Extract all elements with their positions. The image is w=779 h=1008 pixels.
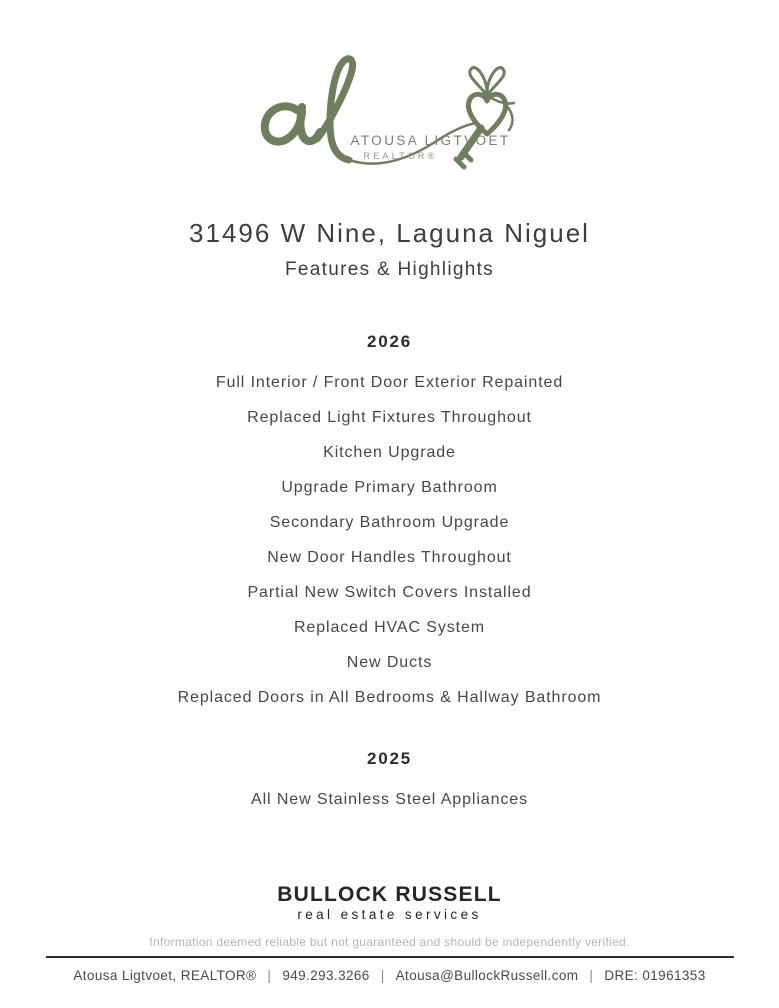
footer-contact	[0, 967, 779, 985]
brand-title: REALTOR®	[363, 151, 438, 161]
feature-item: Replaced Doors in All Bedrooms & Hallway Bathroom	[177, 689, 602, 706]
feature-item: Upgrade Primary Bathroom	[281, 479, 498, 496]
feature-item: Partial New Switch Covers Installed	[247, 584, 532, 601]
footer-contact-item: 949.293.3266	[282, 968, 370, 983]
footer-divider	[46, 956, 734, 958]
year-heading: 2025	[366, 749, 413, 768]
monogram-key-icon	[225, 42, 555, 182]
brokerage-name: BULLOCK RUSSELL	[277, 883, 502, 906]
year-heading: 2026	[366, 332, 413, 351]
feature-section-2026	[0, 332, 779, 715]
page-subtitle: Features & Highlights	[285, 259, 494, 280]
footer-contact-item: DRE: 01961353	[604, 968, 706, 983]
feature-section-2025	[0, 749, 779, 817]
feature-item: New Ducts	[346, 654, 433, 671]
feature-item: New Door Handles Throughout	[267, 549, 512, 566]
brand-name: ATOUSA LIGTVOET	[350, 133, 511, 148]
footer-separator: |	[380, 968, 385, 983]
feature-item: All New Stainless Steel Appliances	[251, 791, 528, 808]
brokerage-tagline: real estate services	[297, 907, 482, 922]
footer-contact-item: Atousa@BullockRussell.com	[395, 968, 579, 983]
footer-separator: |	[267, 968, 272, 983]
features-sections	[0, 332, 779, 817]
feature-item: Replaced HVAC System	[293, 619, 486, 636]
brand-logo	[225, 42, 555, 182]
footer-contact-item: Atousa Ligtvoet, REALTOR®	[73, 968, 257, 983]
brokerage-logo	[0, 883, 779, 923]
disclaimer-text: Information deemed reliable but not guaranteed and should be independently verified.	[149, 935, 630, 949]
feature-item: Secondary Bathroom Upgrade	[269, 514, 510, 531]
feature-item: Kitchen Upgrade	[323, 444, 456, 461]
page-title: 31496 W Nine, Laguna Niguel	[189, 218, 590, 248]
feature-item: Replaced Light Fixtures Throughout	[247, 409, 532, 426]
footer-separator: |	[589, 968, 594, 983]
feature-item: Full Interior / Front Door Exterior Repainted	[215, 374, 564, 391]
